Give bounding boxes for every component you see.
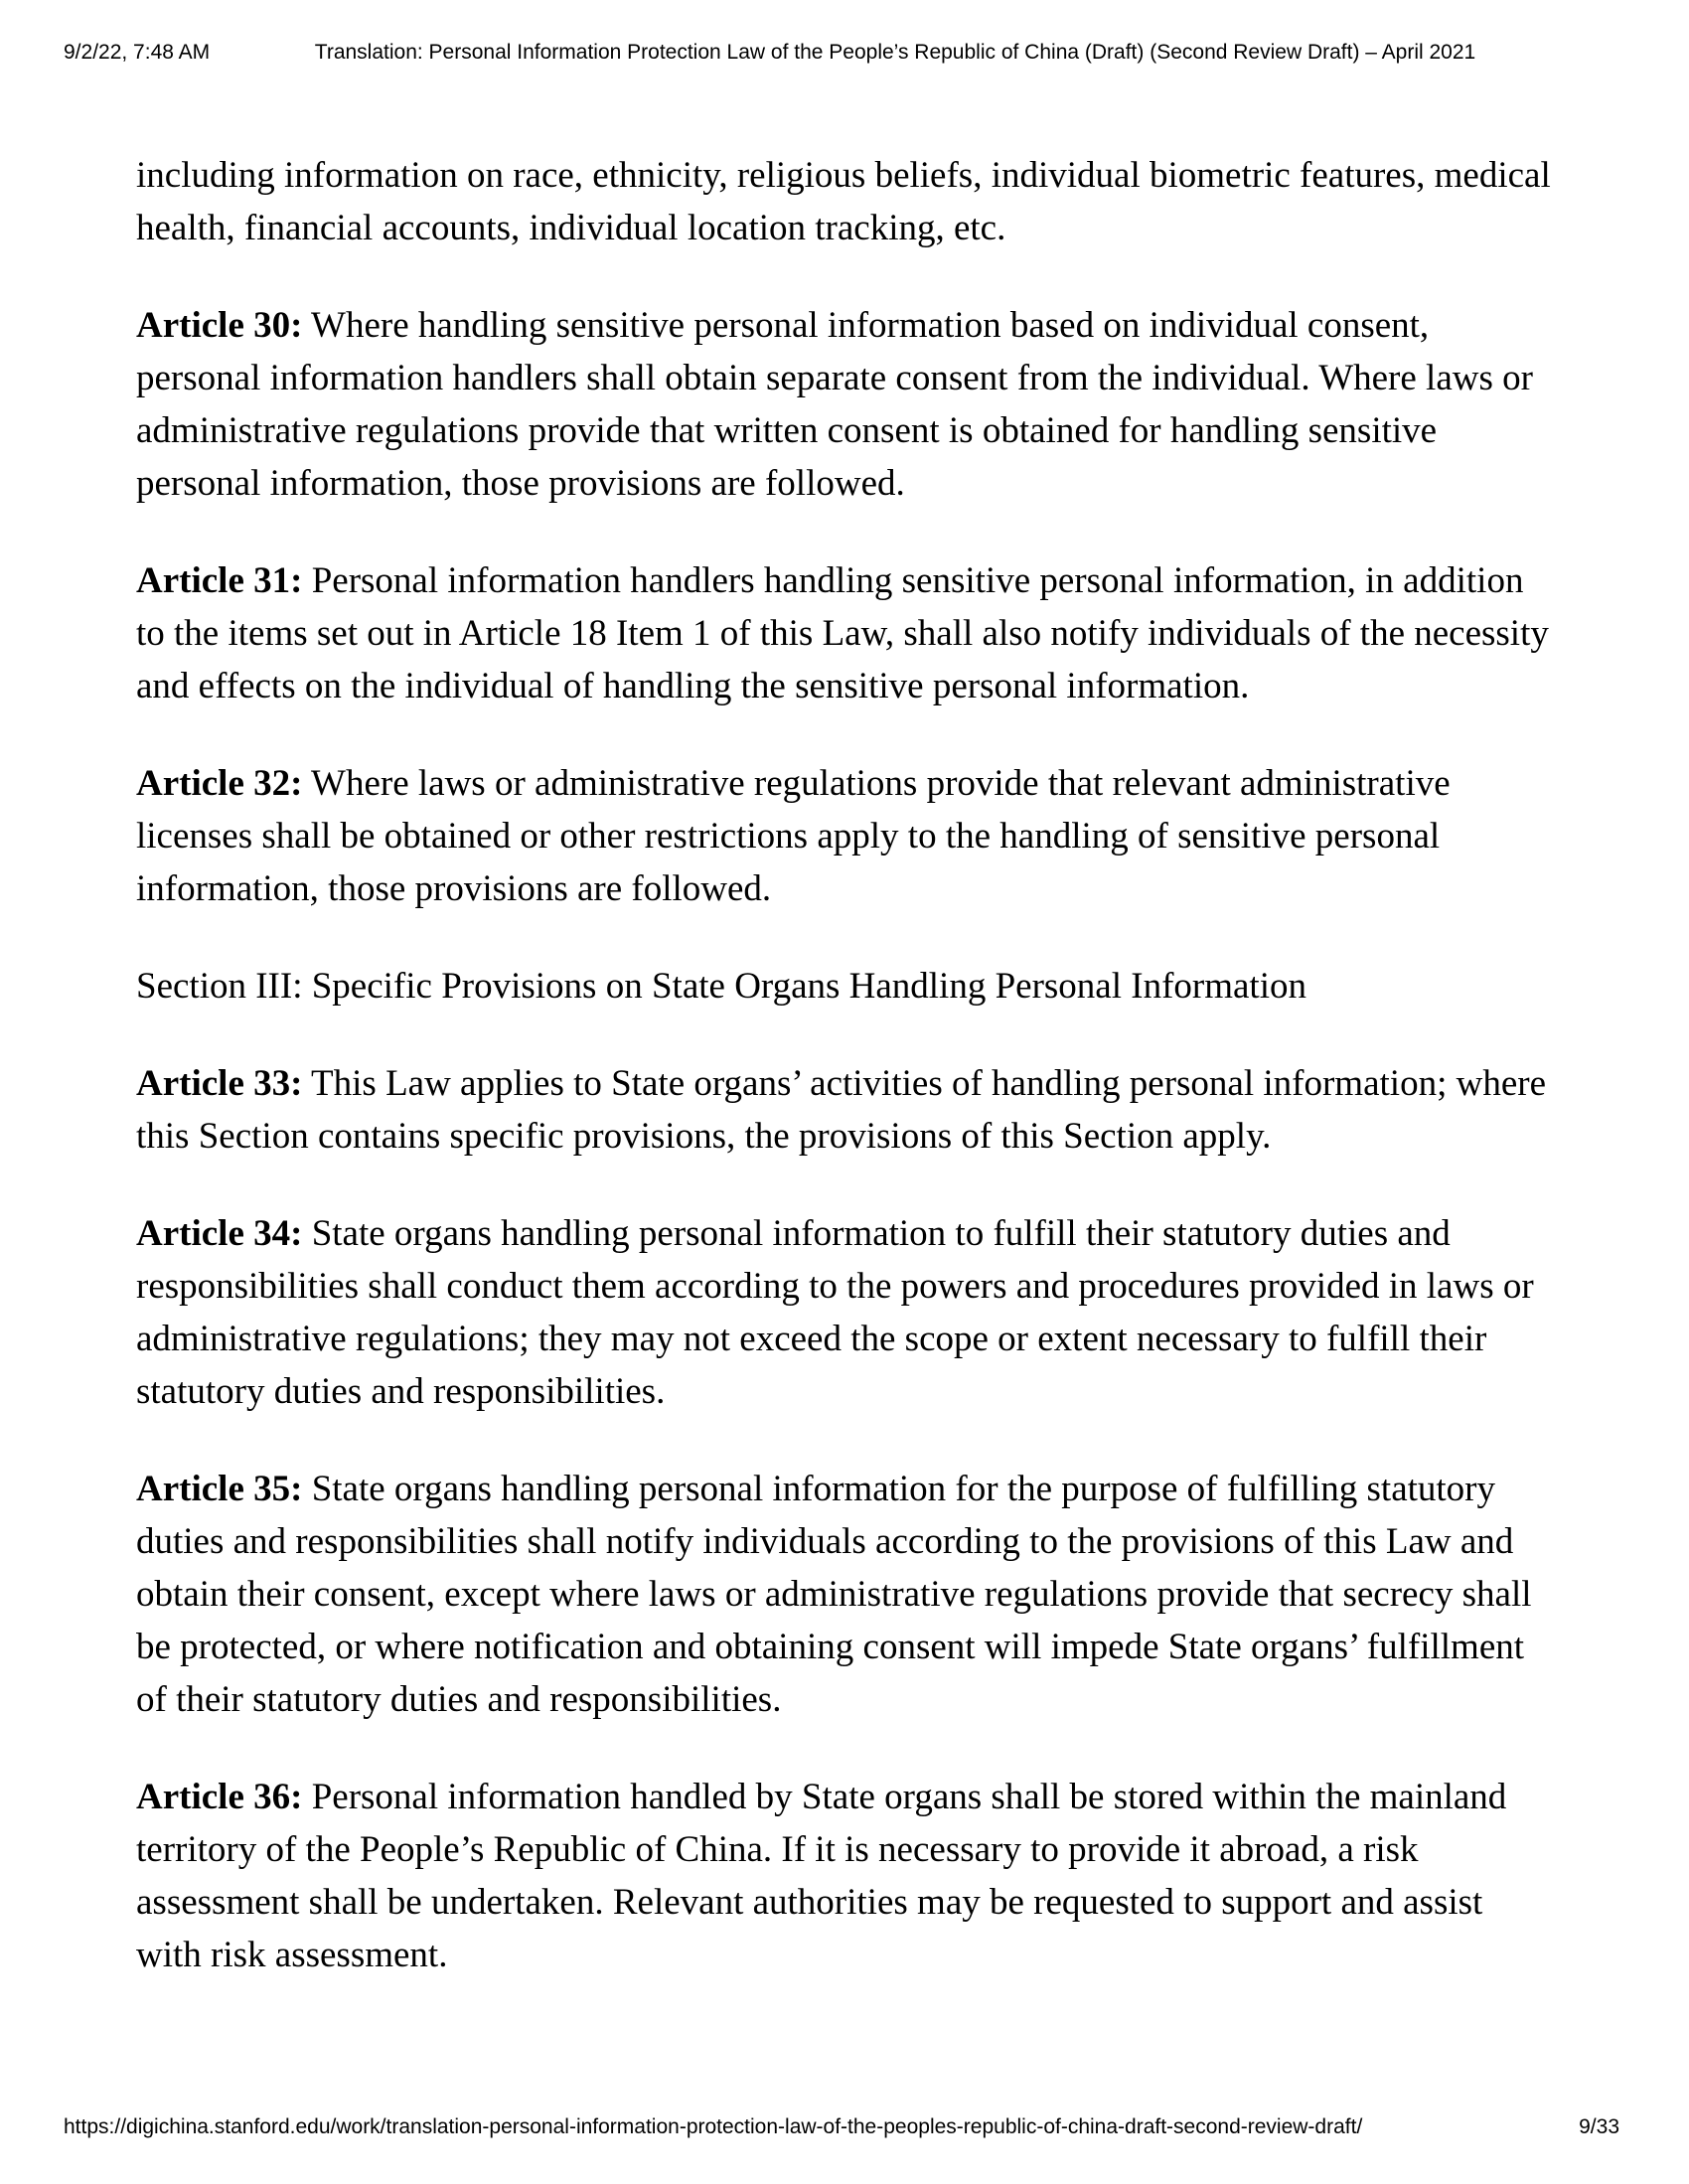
paragraph-text: This Law applies to State organs’ activities of handling personal information; where this Section contains specific provisions, the provisions of this Section apply. (136, 1063, 1546, 1157)
section-iii-heading (136, 960, 1557, 1013)
print-header-document-title: Translation: Personal Information Protection Law of the People’s Republic of China (Draft) (Second Review Draft) – April 2021 (314, 41, 1476, 64)
paragraph-text: Section III: Specific Provisions on State Organs Handling Personal Information (136, 966, 1306, 1007)
print-footer-page-indicator: 9/33 (1579, 2115, 1619, 2138)
print-header-datetime: 9/2/22, 7:48 AM (64, 41, 211, 64)
paragraph-article-31 (136, 554, 1557, 712)
paragraph-text: Personal information handlers handling sensitive personal information, in addition to the items set out in Article 18 Item 1 of this Law, shall also notify individuals of the necessity and effects on the individual of handling the sensitive personal information. (136, 560, 1549, 706)
paragraph-text: State organs handling personal information to fulfill their statutory duties and responsibilities shall conduct them according to the powers and procedures provided in laws or administrative regulations; they may not exceed the scope or extent necessary to fulfill their statutory duties and responsibilities. (136, 1213, 1534, 1412)
article-31-label: Article 31: (136, 560, 303, 601)
article-36-label: Article 36: (136, 1777, 303, 1817)
print-footer (64, 2114, 1619, 2140)
paragraph-text: Where laws or administrative regulations provide that relevant administrative licenses shall be obtained or other restrictions apply to the handling of sensitive personal information, those provisions are followed. (136, 763, 1451, 909)
paragraph-continuation (136, 149, 1557, 254)
print-footer-source-url: https://digichina.stanford.edu/work/translation-personal-information-protection-law-of-the-peoples-republic-of-china-draft-second-review-draft/ (64, 2115, 1363, 2138)
paragraph-text: including information on race, ethnicity, religious beliefs, individual biometric features, medical health, financial accounts, individual location tracking, etc. (136, 155, 1551, 248)
article-30-label: Article 30: (136, 305, 303, 346)
paragraph-text: State organs handling personal information for the purpose of fulfilling statutory duties and responsibilities shall notify individuals according to the provisions of this Law and obtain their consent, except where laws or administrative regulations provide that secrecy shall be protected, or where notification and obtaining consent will impede State organs’ fulfillment of their statutory duties and responsibilities. (136, 1469, 1532, 1720)
paragraph-article-34 (136, 1207, 1557, 1418)
article-33-label: Article 33: (136, 1063, 303, 1104)
paragraph-article-36 (136, 1771, 1557, 1981)
paragraph-article-35 (136, 1463, 1557, 1726)
article-32-label: Article 32: (136, 763, 303, 804)
paragraph-article-30 (136, 299, 1557, 510)
article-35-label: Article 35: (136, 1469, 303, 1509)
paragraph-article-33 (136, 1057, 1557, 1163)
paragraph-article-32 (136, 757, 1557, 915)
paragraph-text: Personal information handled by State organs shall be stored within the mainland territory of the People’s Republic of China. If it is necessary to provide it abroad, a risk assessment shall be undertaken. Relevant authorities may be requested to support and assist with risk assessment. (136, 1777, 1507, 1975)
article-34-label: Article 34: (136, 1213, 303, 1254)
paragraph-text: Where handling sensitive personal information based on individual consent, personal information handlers shall obtain separate consent from the individual. Where laws or administrative regulations provide that written consent is obtained for handling sensitive personal information, those provisions are followed. (136, 305, 1533, 504)
document-body (136, 149, 1557, 1981)
